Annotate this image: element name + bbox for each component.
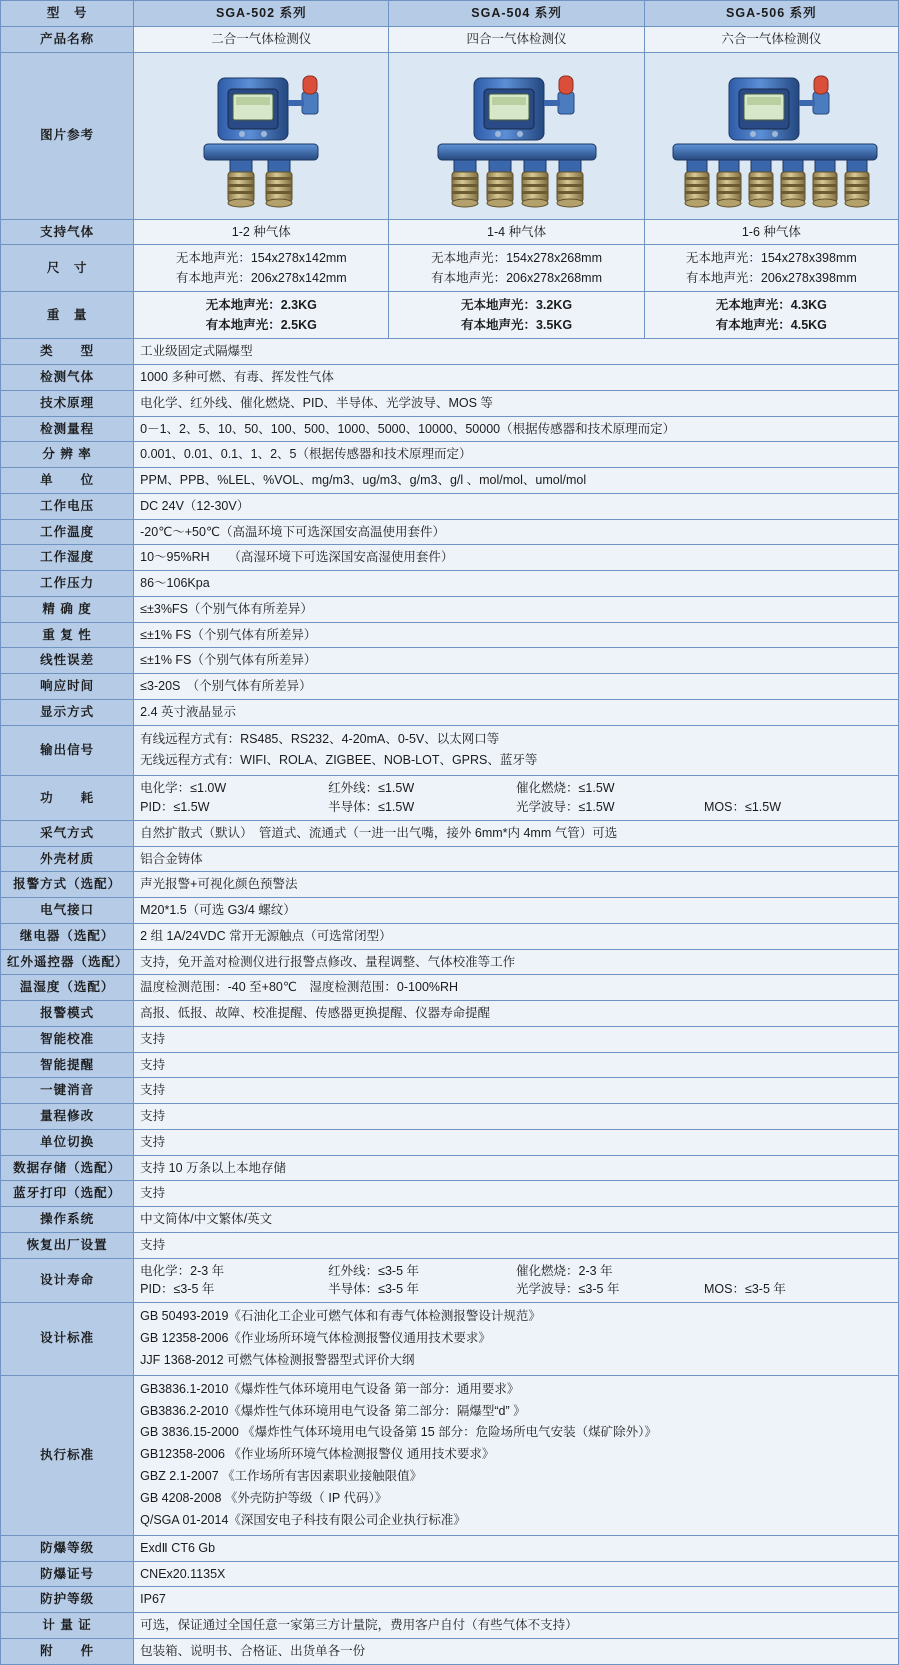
weight-502: [134, 292, 389, 339]
device-image-502: [134, 52, 389, 219]
device-image-506: [644, 52, 898, 219]
lifespan-item-1: 红外线：≤3-5 年: [328, 1263, 419, 1278]
size-506-line1: 无本地声光：154x278x398mm: [685, 251, 857, 266]
row-label-range-mod: 量程修改: [1, 1104, 134, 1130]
table-row-sampling: [1, 820, 899, 846]
table-row-design-std: [1, 1303, 899, 1376]
table-row-ex-grade: [1, 1535, 899, 1561]
power-value: [134, 776, 899, 821]
response-value: ≤3-20S （个别气体有所差异）: [134, 674, 899, 700]
support-gas-506: 1-6 种气体: [644, 219, 898, 245]
ex-grade-value: ExdⅡ CT6 Gb: [134, 1535, 899, 1561]
lifespan-item-2: 催化燃烧：2-3 年: [516, 1263, 613, 1278]
interface-value: M20*1.5（可选 G3/4 螺纹）: [134, 898, 899, 924]
range-value: 0－1、2、5、10、50、100、500、1000、5000、10000、50000（根据传感器和技术原理而定）: [134, 416, 899, 442]
table-row-one-key: [1, 1078, 899, 1104]
power-item-5: 半导体：≤1.5W: [328, 800, 415, 814]
row-label-principle: 技术原理: [1, 390, 134, 416]
voltage-value: DC 24V（12-30V）: [134, 493, 899, 519]
row-label-lifespan: 设计寿命: [1, 1258, 134, 1303]
exec-std-line-0: GB3836.1-2010《爆炸性气体环境用电气设备 第一部分：通用要求》: [140, 1381, 520, 1396]
weight-502-line1: 无本地声光：2.3KG: [205, 298, 317, 313]
product-name-502: 二合一气体检测仪: [134, 26, 389, 52]
size-504-line1: 无本地声光：154x278x268mm: [431, 251, 603, 266]
lifespan-item-0: 电化学：2-3 年: [140, 1263, 225, 1278]
exec-std-value: [134, 1375, 899, 1535]
linear-value: ≤±1% FS（个别气体有所差异）: [134, 648, 899, 674]
lifespan-item-7: MOS：≤3-5 年: [704, 1282, 786, 1297]
row-label-os: 操作系统: [1, 1207, 134, 1233]
product-name-504: 四合一气体检测仪: [389, 26, 644, 52]
table-row-model: [1, 1, 899, 27]
design-std-line-2: JJF 1368-2012 可燃气体检测报警器型式评价大纲: [140, 1352, 415, 1367]
lifespan-item-6: 光学波导：≤3-5 年: [516, 1282, 620, 1297]
table-row-weight: [1, 292, 899, 339]
table-row-unit-switch: [1, 1129, 899, 1155]
table-row-remote: [1, 949, 899, 975]
size-504: [389, 245, 644, 292]
repeat-value: ≤±1% FS（个别气体有所差异）: [134, 622, 899, 648]
table-row-work-press: [1, 571, 899, 597]
row-label-voltage: 工作电压: [1, 493, 134, 519]
power-item-1: 红外线：≤1.5W: [328, 781, 415, 796]
row-label-image: 图片参考: [1, 52, 134, 219]
table-row-range-mod: [1, 1104, 899, 1130]
output-line-wireless: 无线远程方式有：WIFI、ROLA、ZIGBEE、NOB-LOT、GPRS、蓝牙等: [140, 753, 538, 768]
lifespan-value: [134, 1258, 899, 1303]
power-item-0: 电化学：≤1.0W: [140, 781, 227, 796]
table-row-type: [1, 339, 899, 365]
power-item-7: MOS：≤1.5W: [704, 800, 782, 814]
design-std-line-1: GB 12358-2006《作业场所环境气体检测报警仪通用技术要求》: [140, 1330, 491, 1345]
table-row-shell: [1, 846, 899, 872]
product-name-506: 六合一气体检测仪: [644, 26, 898, 52]
model-header-506: SGA-506 系列: [644, 1, 898, 27]
row-label-alarm-way: 报警方式（选配）: [1, 872, 134, 898]
output-line-wired: 有线远程方式有：RS485、RS232、4-20mA、0-5V、以太网口等: [140, 731, 500, 746]
power-grid: [140, 779, 892, 817]
row-label-accessories: 附 件: [1, 1638, 134, 1664]
bt-print-value: 支持: [134, 1181, 899, 1207]
exec-std-line-6: Q/SGA 01-2014《深国安电子科技有限公司企业执行标准》: [140, 1512, 466, 1527]
power-item-3: [704, 779, 892, 798]
exec-std-line-3: GB12358-2006 《作业场所环境气体检测报警仪 通用技术要求》: [140, 1447, 495, 1462]
gas-detector-illustration-6: [651, 56, 899, 216]
table-row-resolution: [1, 442, 899, 468]
weight-506: [644, 292, 898, 339]
row-label-factory-reset: 恢复出厂设置: [1, 1232, 134, 1258]
table-row-display: [1, 699, 899, 725]
exec-std-line-4: GBZ 2.1-2007 《工作场所有害因素职业接触限值》: [140, 1469, 423, 1484]
row-label-design-std: 设计标准: [1, 1303, 134, 1376]
table-row-output: [1, 725, 899, 776]
ip-grade-value: IP67: [134, 1587, 899, 1613]
row-label-storage: 数据存储（选配）: [1, 1155, 134, 1181]
row-label-range: 检测量程: [1, 416, 134, 442]
model-header-504: SGA-504 系列: [389, 1, 644, 27]
table-row-response: [1, 674, 899, 700]
size-502-line1: 无本地声光：154x278x142mm: [175, 251, 347, 266]
ex-cert-value: CNEx20.1135X: [134, 1561, 899, 1587]
temp-humi-value: 温度检测范围：-40 至+80℃ 湿度检测范围：0-100%RH: [134, 975, 899, 1001]
table-row-voltage: [1, 493, 899, 519]
row-label-unit-switch: 单位切换: [1, 1129, 134, 1155]
table-row-work-humi: [1, 545, 899, 571]
row-label-ip-grade: 防护等级: [1, 1587, 134, 1613]
row-label-work-press: 工作压力: [1, 571, 134, 597]
table-row-alarm-mode: [1, 1001, 899, 1027]
row-label-size: 尺 寸: [1, 245, 134, 292]
lifespan-item-3: [704, 1262, 892, 1281]
table-row-metrology: [1, 1613, 899, 1639]
row-label-ex-cert: 防爆证号: [1, 1561, 134, 1587]
table-row-range: [1, 416, 899, 442]
row-label-alarm-mode: 报警模式: [1, 1001, 134, 1027]
table-row-ip-grade: [1, 1587, 899, 1613]
device-image-504: [389, 52, 644, 219]
weight-504-line2: 有本地声光：3.5KG: [460, 318, 573, 333]
row-label-response: 响应时间: [1, 674, 134, 700]
row-label-unit: 单 位: [1, 468, 134, 494]
lifespan-grid: [140, 1262, 892, 1300]
lifespan-item-4: PID：≤3-5 年: [140, 1282, 215, 1297]
table-row-relay: [1, 923, 899, 949]
row-label-product-name: 产品名称: [1, 26, 134, 52]
table-row-smart-remind: [1, 1052, 899, 1078]
table-row-storage: [1, 1155, 899, 1181]
size-506-line2: 有本地声光：206x278x398mm: [685, 271, 857, 286]
row-label-type: 类 型: [1, 339, 134, 365]
table-row-temp-humi: [1, 975, 899, 1001]
shell-value: 铝合金铸体: [134, 846, 899, 872]
table-row-interface: [1, 898, 899, 924]
table-row-accessories: [1, 1638, 899, 1664]
storage-value: 支持 10 万条以上本地存储: [134, 1155, 899, 1181]
table-row-linear: [1, 648, 899, 674]
weight-504-line1: 无本地声光：3.2KG: [460, 298, 573, 313]
display-value: 2.4 英寸液晶显示: [134, 699, 899, 725]
accuracy-value: ≤±3%FS（个别气体有所差异）: [134, 596, 899, 622]
model-header-502: SGA-502 系列: [134, 1, 389, 27]
row-label-weight: 重 量: [1, 292, 134, 339]
table-row-principle: [1, 390, 899, 416]
row-label-work-humi: 工作湿度: [1, 545, 134, 571]
exec-std-line-1: GB3836.2-2010《爆炸性气体环境用电气设备 第二部分：隔爆型“d” 》: [140, 1403, 526, 1418]
weight-504: [389, 292, 644, 339]
row-label-temp-humi: 温湿度（选配）: [1, 975, 134, 1001]
smart-cal-value: 支持: [134, 1026, 899, 1052]
weight-506-line2: 有本地声光：4.5KG: [715, 318, 827, 333]
table-row-os: [1, 1207, 899, 1233]
output-value: [134, 725, 899, 776]
table-row-detect-gas: [1, 365, 899, 391]
row-label-remote: 红外遥控器（选配）: [1, 949, 134, 975]
principle-value: 电化学、红外线、催化燃烧、PID、半导体、光学波导、MOS 等: [134, 390, 899, 416]
weight-506-line1: 无本地声光：4.3KG: [715, 298, 827, 313]
table-row-factory-reset: [1, 1232, 899, 1258]
alarm-way-value: 声光报警+可视化颜色预警法: [134, 872, 899, 898]
table-row-work-temp: [1, 519, 899, 545]
power-item-6: 光学波导：≤1.5W: [516, 800, 615, 814]
table-row-alarm-way: [1, 872, 899, 898]
row-label-one-key: 一键消音: [1, 1078, 134, 1104]
type-value: 工业级固定式隔爆型: [134, 339, 899, 365]
power-item-4: PID：≤1.5W: [140, 800, 210, 814]
lifespan-item-5: 半导体：≤3-5 年: [328, 1282, 419, 1297]
power-item-2: 催化燃烧：≤1.5W: [516, 781, 615, 796]
unit-switch-value: 支持: [134, 1129, 899, 1155]
table-row-power: [1, 776, 899, 821]
relay-value: 2 组 1A/24VDC 常开无源触点（可选常闭型）: [134, 923, 899, 949]
row-label-display: 显示方式: [1, 699, 134, 725]
work-humi-value: 10～95%RH （高湿环境下可选深国安高湿使用套件）: [134, 545, 899, 571]
table-row-unit: [1, 468, 899, 494]
row-label-repeat: 重 复 性: [1, 622, 134, 648]
support-gas-502: 1-2 种气体: [134, 219, 389, 245]
row-label-linear: 线性误差: [1, 648, 134, 674]
row-label-smart-cal: 智能校准: [1, 1026, 134, 1052]
row-label-exec-std: 执行标准: [1, 1375, 134, 1535]
row-label-output: 输出信号: [1, 725, 134, 776]
row-label-relay: 继电器（选配）: [1, 923, 134, 949]
weight-502-line2: 有本地声光：2.5KG: [205, 318, 317, 333]
work-press-value: 86～106Kpa: [134, 571, 899, 597]
row-label-ex-grade: 防爆等级: [1, 1535, 134, 1561]
row-label-resolution: 分 辨 率: [1, 442, 134, 468]
row-label-accuracy: 精 确 度: [1, 596, 134, 622]
size-502-line2: 有本地声光：206x278x142mm: [175, 271, 347, 286]
resolution-value: 0.001、0.01、0.1、1、2、5（根据传感器和技术原理而定）: [134, 442, 899, 468]
table-row-lifespan: [1, 1258, 899, 1303]
unit-value: PPM、PPB、%LEL、%VOL、mg/m3、ug/m3、g/m3、g/l 、mol/mol、umol/mol: [134, 468, 899, 494]
table-row-product-name: [1, 26, 899, 52]
row-label-bt-print: 蓝牙打印（选配）: [1, 1181, 134, 1207]
work-temp-value: -20℃～+50℃（高温环境下可选深国安高温使用套件）: [134, 519, 899, 545]
gas-detector-illustration-2: [156, 56, 366, 216]
table-row-size: [1, 245, 899, 292]
sampling-value: 自然扩散式（默认） 管道式、流通式（一进一出气嘴，接外 6mm*内 4mm 气管）可选: [134, 820, 899, 846]
row-label-smart-remind: 智能提醒: [1, 1052, 134, 1078]
size-506: [644, 245, 898, 292]
table-row-ex-cert: [1, 1561, 899, 1587]
row-label-interface: 电气接口: [1, 898, 134, 924]
remote-value: 支持，免开盖对检测仪进行报警点修改、量程调整、气体校准等工作: [134, 949, 899, 975]
design-std-line-0: GB 50493-2019《石油化工企业可燃气体和有毒气体检测报警设计规范》: [140, 1309, 541, 1323]
design-std-value: [134, 1303, 899, 1376]
row-label-support-gas: 支持气体: [1, 219, 134, 245]
table-row-image: [1, 52, 899, 219]
gas-detector-illustration-4: [402, 56, 632, 216]
row-label-power: 功 耗: [1, 776, 134, 821]
metrology-value: 可选，保证通过全国任意一家第三方计量院，费用客户自付（有些气体不支持）: [134, 1613, 899, 1639]
exec-std-line-5: GB 4208-2008 《外壳防护等级（ IP 代码）》: [140, 1491, 388, 1505]
smart-remind-value: 支持: [134, 1052, 899, 1078]
os-value: 中文简体/中文繁体/英文: [134, 1207, 899, 1233]
factory-reset-value: 支持: [134, 1232, 899, 1258]
support-gas-504: 1-4 种气体: [389, 219, 644, 245]
table-row-accuracy: [1, 596, 899, 622]
exec-std-line-2: GB 3836.15-2000 《爆炸性气体环境用电气设备第 15 部分：危险场所电气安装（煤矿除外）》: [140, 1425, 657, 1440]
table-row-support-gas: [1, 219, 899, 245]
table-row-bt-print: [1, 1181, 899, 1207]
table-row-smart-cal: [1, 1026, 899, 1052]
size-504-line2: 有本地声光：206x278x268mm: [431, 271, 603, 286]
row-label-metrology: 计 量 证: [1, 1613, 134, 1639]
range-mod-value: 支持: [134, 1104, 899, 1130]
row-label-sampling: 采气方式: [1, 820, 134, 846]
accessories-value: 包装箱、说明书、合格证、出货单各一份: [134, 1638, 899, 1664]
row-label-detect-gas: 检测气体: [1, 365, 134, 391]
table-row-exec-std: [1, 1375, 899, 1535]
table-row-repeat: [1, 622, 899, 648]
detect-gas-value: 1000 多种可燃、有毒、挥发性气体: [134, 365, 899, 391]
row-label-model: 型 号: [1, 1, 134, 27]
one-key-value: 支持: [134, 1078, 899, 1104]
row-label-shell: 外壳材质: [1, 846, 134, 872]
size-502: [134, 245, 389, 292]
row-label-work-temp: 工作温度: [1, 519, 134, 545]
alarm-mode-value: 高报、低报、故障、校准提醒、传感器更换提醒、仪器寿命提醒: [134, 1001, 899, 1027]
